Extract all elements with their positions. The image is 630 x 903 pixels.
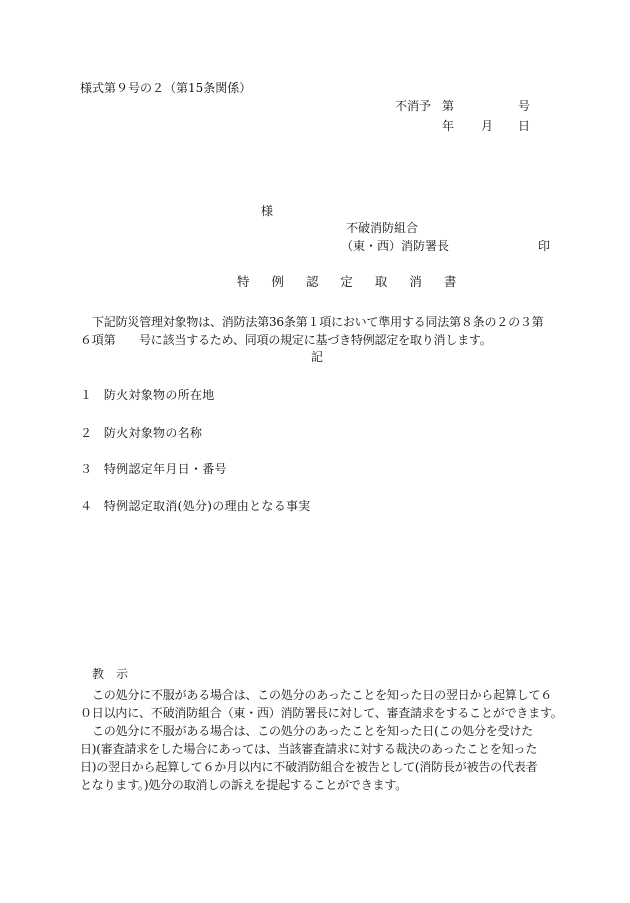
instruction-line: この処分に不服がある場合は、この処分のあったことを知った日の翌日から起算して６ xyxy=(92,688,553,702)
instruction-line: ０日以内に、不破消防組合（東・西）消防署長に対して、審査請求をすることができます。 xyxy=(80,706,563,720)
instruction-line: 日)の翌日から起算して６か月以内に不破消防組合を被告として(消防長が被告の代表者 xyxy=(80,760,538,774)
item-number: ２ xyxy=(80,426,93,440)
item-2 xyxy=(80,427,202,439)
item-3 xyxy=(80,463,227,475)
body-paragraph xyxy=(80,313,558,349)
body-line: ６項第 号に該当するため、同項の規定に基づき特例認定を取り消します。 xyxy=(80,333,492,347)
addressee-suffix: 様 xyxy=(261,204,274,218)
item-label: 防火対象物の名称 xyxy=(103,426,203,440)
date-year: 年 xyxy=(442,119,455,133)
item-label: 特例認定年月日・番号 xyxy=(103,462,227,476)
instruction-line: この処分に不服がある場合は、この処分のあったことを知った日(この処分を受けた xyxy=(92,724,533,738)
body-line: 下記防災管理対象物は、消防法第36条第１項において準用する同法第８条の２の３第 xyxy=(92,315,544,329)
date-month: 月 xyxy=(481,119,494,133)
form-number: 様式第９号の２（第15条関係） xyxy=(80,81,252,95)
doc-number-prefix: 不消予 xyxy=(395,99,432,113)
instruction-paragraph xyxy=(80,686,563,794)
item-number: ３ xyxy=(80,462,93,476)
instruction-line: となります。)処分の取消しの訴えを提起することができます。 xyxy=(80,778,407,792)
item-label: 特例認定取消(処分)の理由となる事実 xyxy=(103,499,311,513)
seal-mark: 印 xyxy=(538,239,551,253)
issuer-title: （東・西）消防署長 xyxy=(341,239,450,253)
item-label: 防火対象物の所在地 xyxy=(103,388,215,402)
item-number: ４ xyxy=(80,499,93,513)
instruction-heading: 教 示 xyxy=(92,667,129,681)
doc-number-dai: 第 xyxy=(442,99,455,113)
issuer-org: 不破消防組合 xyxy=(346,221,419,235)
item-number: １ xyxy=(80,388,93,402)
date-day: 日 xyxy=(518,119,531,133)
ki-marker: 記 xyxy=(311,350,324,364)
doc-number-go: 号 xyxy=(518,99,531,113)
item-1 xyxy=(80,389,215,401)
document-title: 特 例 認 定 取 消 書 xyxy=(237,274,466,289)
item-4 xyxy=(80,500,311,512)
instruction-line: 日)(審査請求をした場合にあっては、当該審査請求に対する裁決のあったことを知った xyxy=(80,742,538,756)
